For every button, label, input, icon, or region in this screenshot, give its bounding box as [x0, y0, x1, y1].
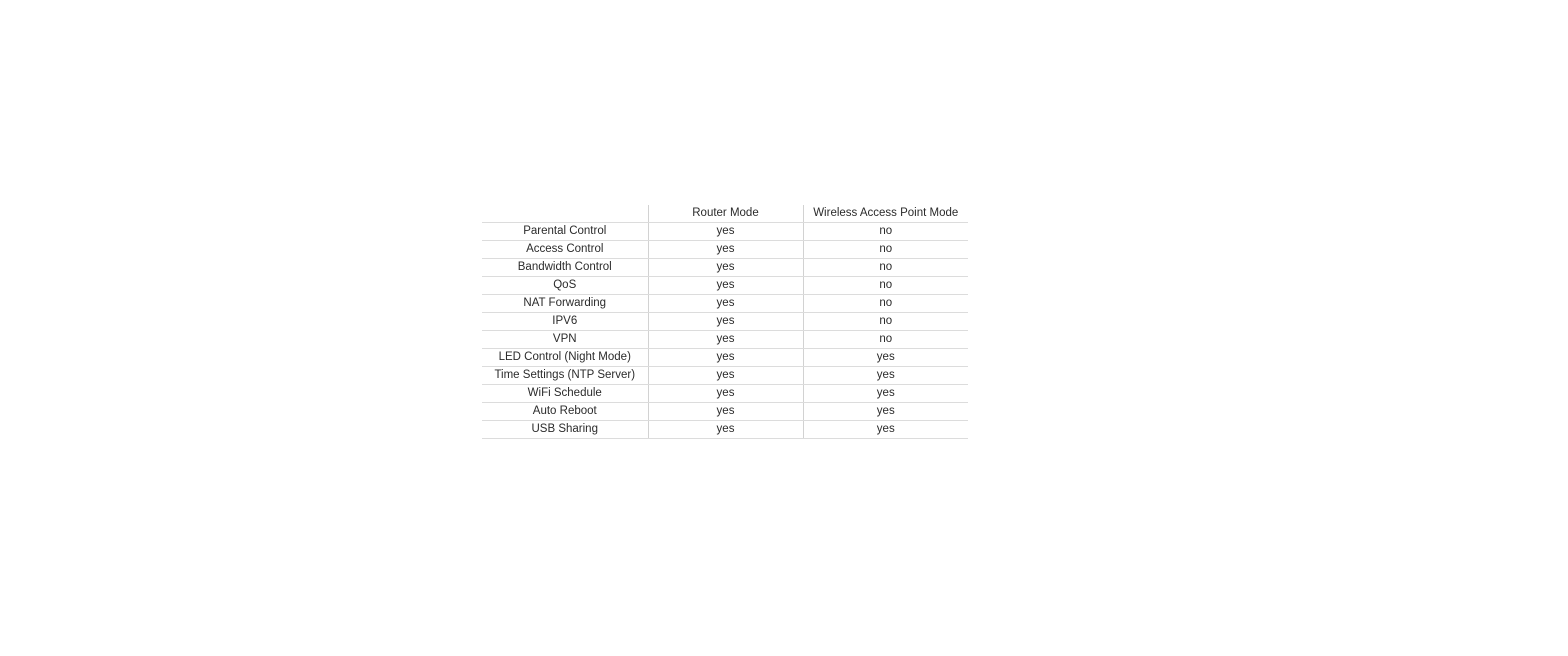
header-feature [482, 205, 648, 223]
access-point-mode-cell: no [803, 259, 968, 277]
feature-comparison-table-container [482, 205, 968, 439]
router-mode-cell: yes [648, 331, 803, 349]
table-row [482, 403, 968, 421]
access-point-mode-cell: yes [803, 421, 968, 439]
table-row [482, 277, 968, 295]
table-row [482, 295, 968, 313]
feature-cell: Auto Reboot [482, 403, 648, 421]
access-point-mode-cell: no [803, 241, 968, 259]
header-access-point-mode: Wireless Access Point Mode [803, 205, 968, 223]
access-point-mode-cell: no [803, 313, 968, 331]
access-point-mode-cell: no [803, 295, 968, 313]
feature-cell: USB Sharing [482, 421, 648, 439]
feature-cell: Time Settings (NTP Server) [482, 367, 648, 385]
router-mode-cell: yes [648, 259, 803, 277]
access-point-mode-cell: no [803, 223, 968, 241]
router-mode-cell: yes [648, 421, 803, 439]
table-row [482, 223, 968, 241]
header-router-mode: Router Mode [648, 205, 803, 223]
feature-cell: QoS [482, 277, 648, 295]
table-row [482, 349, 968, 367]
table-row [482, 421, 968, 439]
table-row [482, 259, 968, 277]
access-point-mode-cell: yes [803, 349, 968, 367]
access-point-mode-cell: yes [803, 367, 968, 385]
table-row [482, 331, 968, 349]
access-point-mode-cell: yes [803, 385, 968, 403]
router-mode-cell: yes [648, 241, 803, 259]
router-mode-cell: yes [648, 295, 803, 313]
header-row [482, 205, 968, 223]
router-mode-cell: yes [648, 367, 803, 385]
feature-cell: LED Control (Night Mode) [482, 349, 648, 367]
table-body [482, 223, 968, 439]
feature-cell: VPN [482, 331, 648, 349]
feature-cell: NAT Forwarding [482, 295, 648, 313]
table-row [482, 367, 968, 385]
router-mode-cell: yes [648, 223, 803, 241]
router-mode-cell: yes [648, 385, 803, 403]
access-point-mode-cell: no [803, 331, 968, 349]
router-mode-cell: yes [648, 403, 803, 421]
feature-cell: WiFi Schedule [482, 385, 648, 403]
feature-cell: Access Control [482, 241, 648, 259]
router-mode-cell: yes [648, 313, 803, 331]
router-mode-cell: yes [648, 349, 803, 367]
feature-comparison-table [482, 205, 968, 439]
feature-cell: Bandwidth Control [482, 259, 648, 277]
router-mode-cell: yes [648, 277, 803, 295]
feature-cell: Parental Control [482, 223, 648, 241]
access-point-mode-cell: yes [803, 403, 968, 421]
table-row [482, 385, 968, 403]
table-header [482, 205, 968, 223]
table-row [482, 313, 968, 331]
access-point-mode-cell: no [803, 277, 968, 295]
feature-cell: IPV6 [482, 313, 648, 331]
table-row [482, 241, 968, 259]
